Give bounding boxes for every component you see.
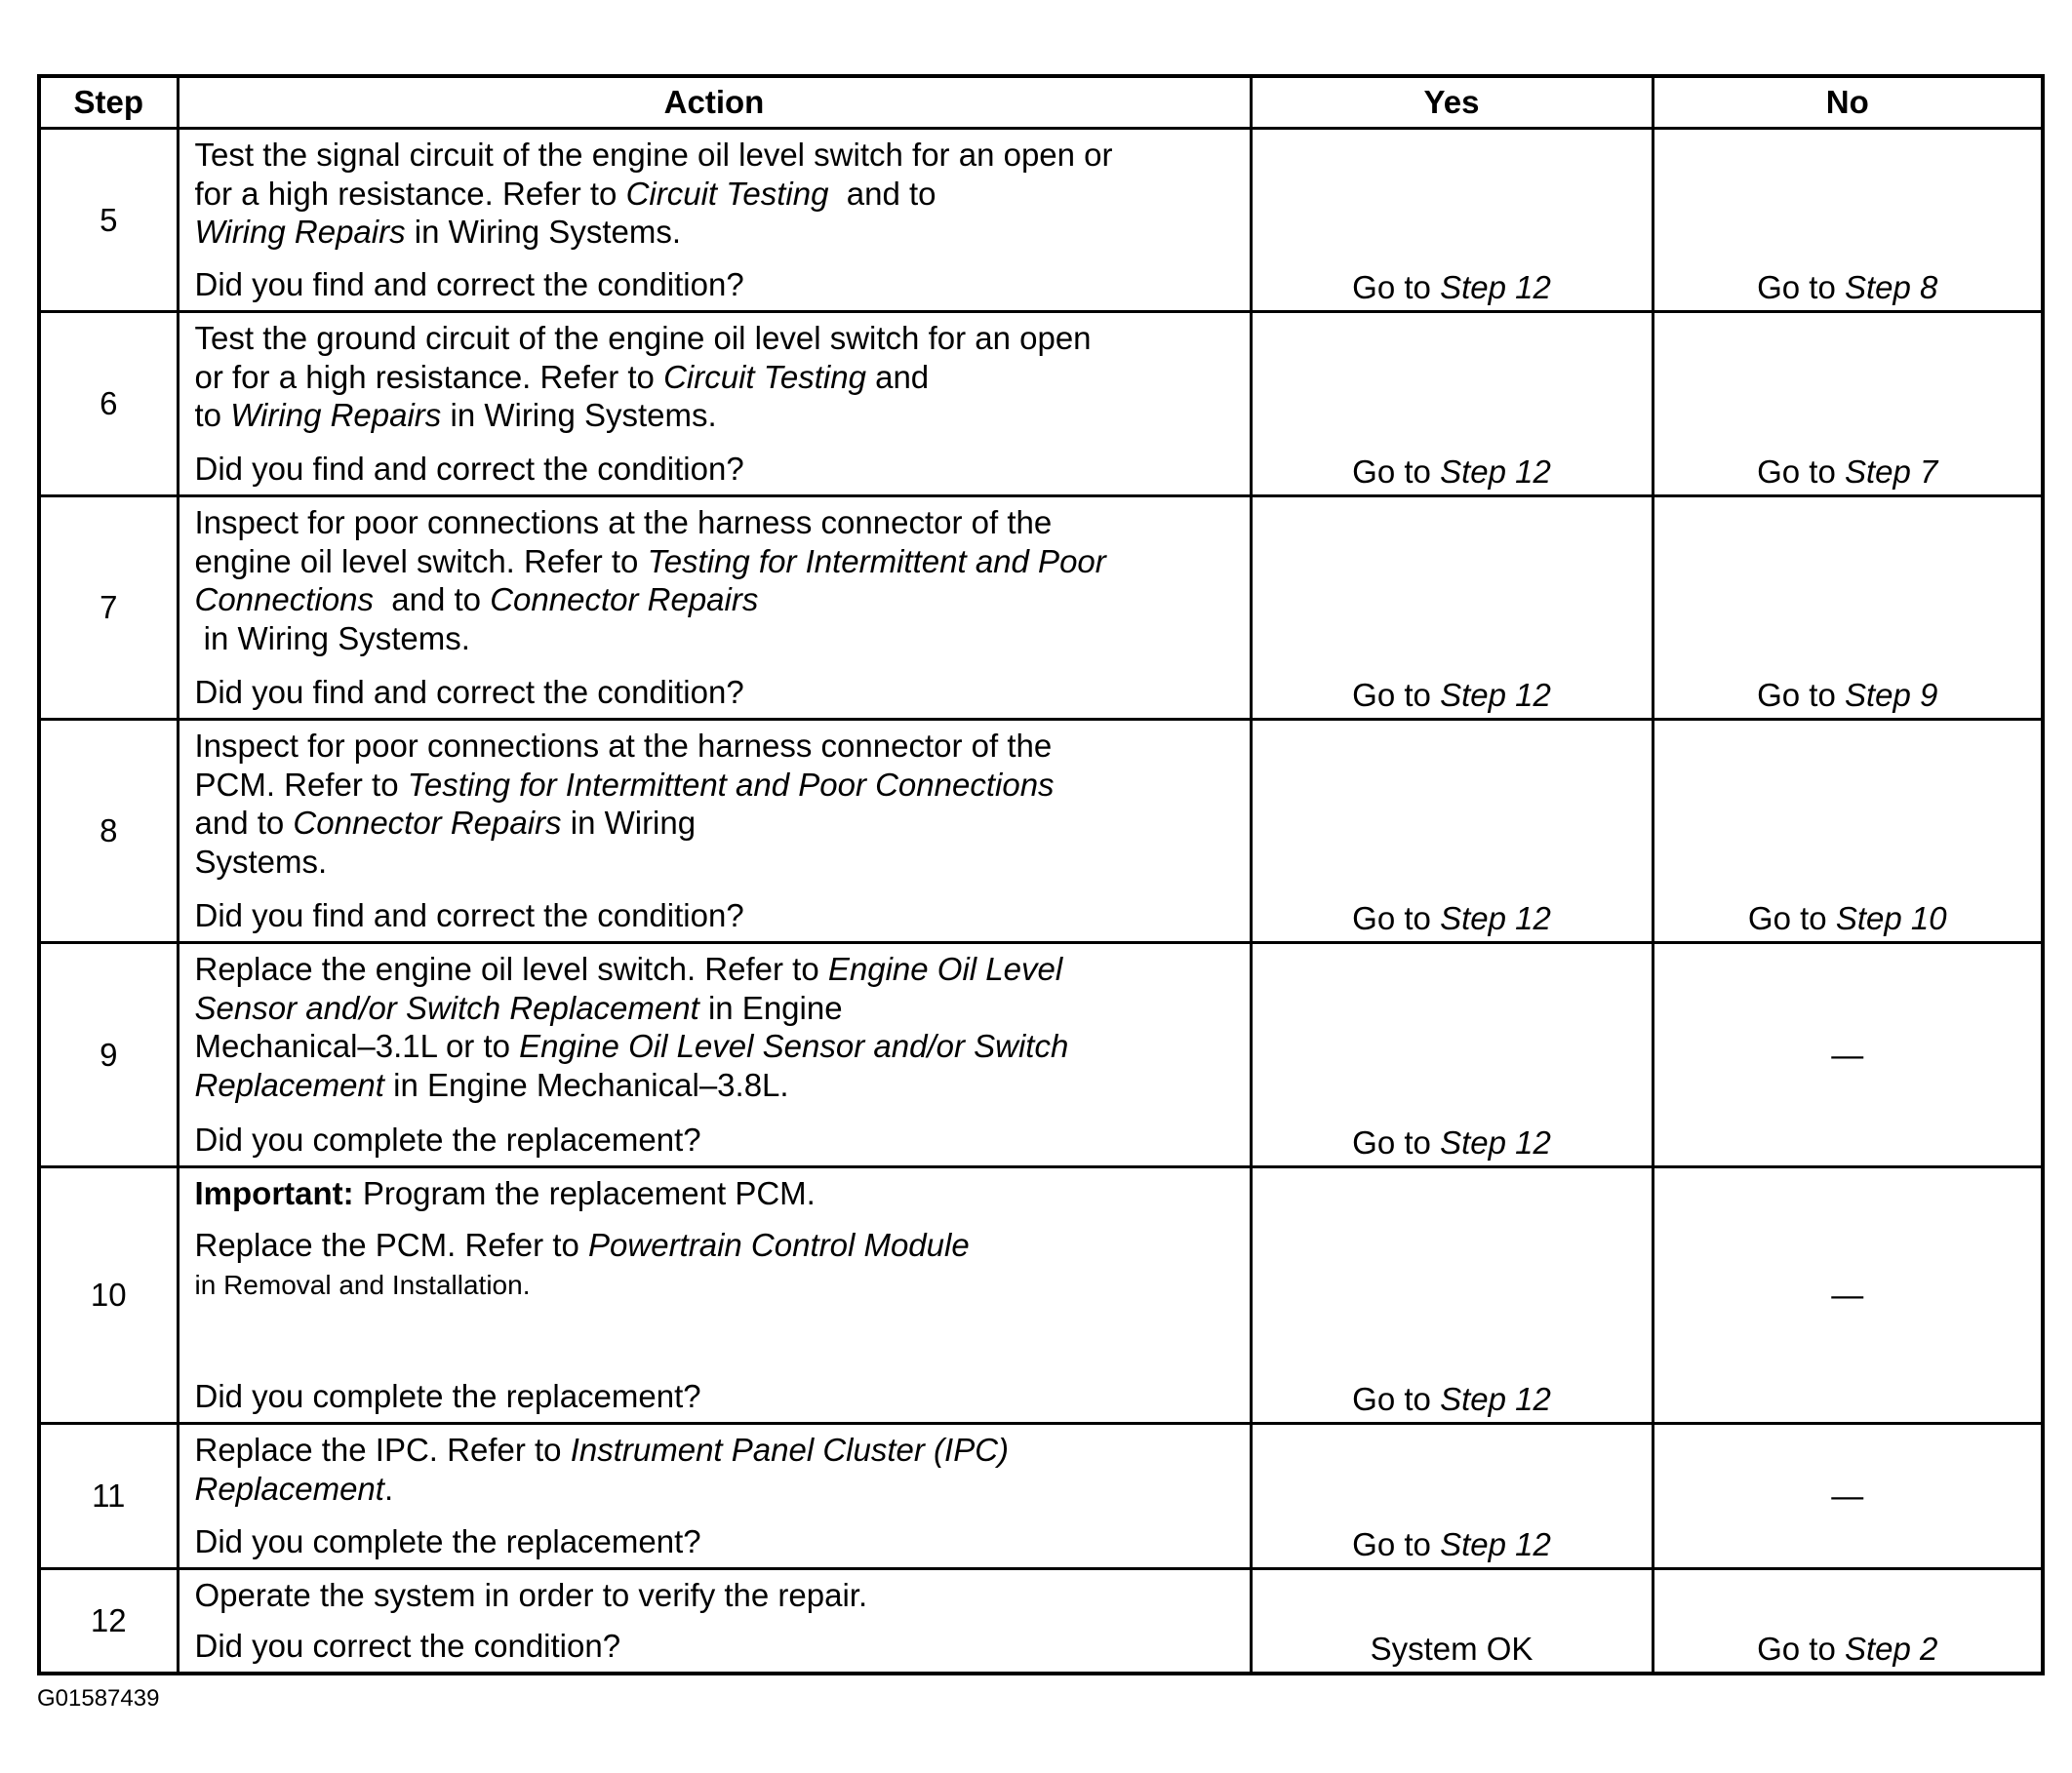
no-cell (1653, 720, 2043, 943)
table-body (39, 129, 2043, 1674)
header-yes: Yes (1251, 76, 1653, 129)
yes-result (1253, 676, 1652, 715)
yes-goto-prefix: Go to (1352, 1525, 1441, 1562)
yes-result (1253, 1525, 1652, 1564)
no-goto-step-link[interactable]: Step 2 (1844, 1630, 1938, 1667)
action-question: Did you find and correct the condition? (194, 265, 744, 302)
yes-goto-prefix: Go to (1352, 676, 1441, 713)
yes-cell (1251, 943, 1653, 1167)
yes-goto-prefix: Go to (1352, 899, 1441, 936)
yes-result (1253, 453, 1652, 492)
action-question: Did you complete the replacement? (194, 1377, 701, 1414)
action-instruction: Replace the engine oil level switch. Refer to Engine Oil Level Sensor and/or Switch Replacement in Engine Mechanical–3.1L or to Engine Oil Level Sensor and/or Switch Replacement in Engine Mechanical–3.8L. (194, 951, 1069, 1103)
action-cell (178, 1424, 1251, 1569)
header-action: Action (178, 76, 1251, 129)
yes-goto-step-link[interactable]: Step 12 (1440, 1380, 1551, 1417)
no-goto-prefix: Go to (1757, 453, 1845, 490)
action-instruction: Important: Program the replacement PCM. Replace the PCM. Refer to Powertrain Control Module in Removal and Installation. (194, 1175, 970, 1300)
table-row (39, 1569, 2043, 1674)
no-result-dash: — (1831, 1478, 1864, 1514)
header-no: No (1653, 76, 2043, 129)
yes-cell (1251, 1167, 1653, 1424)
step-number: 9 (39, 943, 178, 1167)
yes-goto-step-link[interactable]: Step 12 (1440, 1525, 1551, 1562)
action-question: Did you find and correct the condition? (194, 450, 744, 487)
yes-cell (1251, 312, 1653, 496)
no-cell (1653, 1424, 2043, 1569)
diagnostic-table (37, 74, 2045, 1675)
yes-result (1253, 1380, 1652, 1419)
action-instruction: Replace the IPC. Refer to Instrument Panel Cluster (IPC) Replacement. (194, 1432, 1010, 1507)
yes-result (1253, 1630, 1652, 1669)
step-number: 7 (39, 496, 178, 720)
no-result (1654, 268, 2042, 307)
no-cell (1653, 129, 2043, 312)
no-result-dash: — (1831, 1277, 1864, 1313)
table-row (39, 943, 2043, 1167)
action-cell (178, 1569, 1251, 1674)
no-goto-prefix: Go to (1757, 1630, 1845, 1667)
yes-goto-step-link[interactable]: Step 12 (1440, 453, 1551, 490)
no-goto-prefix: Go to (1757, 268, 1845, 305)
yes-result (1253, 899, 1652, 938)
yes-cell (1251, 496, 1653, 720)
yes-goto-step-link[interactable]: Step 12 (1440, 1123, 1551, 1161)
yes-cell (1251, 129, 1653, 312)
no-goto-step-link[interactable]: Step 9 (1844, 676, 1938, 713)
step-number: 10 (39, 1167, 178, 1424)
action-cell (178, 943, 1251, 1167)
yes-goto-prefix: Go to (1352, 1380, 1441, 1417)
action-instruction: Operate the system in order to verify the repair. (194, 1577, 868, 1613)
table-row (39, 496, 2043, 720)
action-instruction: Test the ground circuit of the engine oil level switch for an open or for a high resistance. Refer to Circuit Testing and to Wiring Repairs in Wiring Systems. (194, 320, 1092, 433)
no-goto-prefix: Go to (1757, 676, 1845, 713)
yes-result-text: System OK (1370, 1630, 1534, 1667)
yes-cell (1251, 1424, 1653, 1569)
yes-goto-prefix: Go to (1352, 453, 1441, 490)
action-question: Did you correct the condition? (194, 1627, 621, 1664)
yes-goto-step-link[interactable]: Step 12 (1440, 676, 1551, 713)
table-row (39, 129, 2043, 312)
step-number: 5 (39, 129, 178, 312)
yes-goto-prefix: Go to (1352, 268, 1441, 305)
yes-cell (1251, 1569, 1653, 1674)
no-result (1654, 676, 2042, 715)
table-row (39, 312, 2043, 496)
yes-goto-prefix: Go to (1352, 1123, 1441, 1161)
yes-result (1253, 1123, 1652, 1162)
header-row (39, 76, 2043, 129)
no-result (1654, 1630, 2042, 1669)
table-row (39, 720, 2043, 943)
no-cell (1653, 1569, 2043, 1674)
yes-result (1253, 268, 1652, 307)
no-cell (1653, 1167, 2043, 1424)
no-goto-step-link[interactable]: Step 8 (1844, 268, 1938, 305)
action-question: Did you complete the replacement? (194, 1121, 701, 1158)
action-cell (178, 312, 1251, 496)
no-cell (1653, 312, 2043, 496)
action-question: Did you find and correct the condition? (194, 673, 744, 710)
yes-cell (1251, 720, 1653, 943)
action-question: Did you complete the replacement? (194, 1522, 701, 1559)
action-instruction: Inspect for poor connections at the harness connector of the engine oil level switch. Refer to Testing for Intermittent and Poor Connections and to Connector Repairs in Wiring Systems. (194, 504, 1106, 656)
figure-id: G01587439 (37, 1685, 160, 1712)
no-cell (1653, 943, 2043, 1167)
action-cell (178, 1167, 1251, 1424)
action-question: Did you find and correct the condition? (194, 896, 744, 933)
no-result (1654, 899, 2042, 938)
action-cell (178, 129, 1251, 312)
no-goto-prefix: Go to (1747, 899, 1836, 936)
action-cell (178, 720, 1251, 943)
step-number: 6 (39, 312, 178, 496)
no-result-dash: — (1831, 1036, 1864, 1073)
no-goto-step-link[interactable]: Step 10 (1835, 899, 1947, 936)
yes-goto-step-link[interactable]: Step 12 (1440, 268, 1551, 305)
step-number: 12 (39, 1569, 178, 1674)
no-goto-step-link[interactable]: Step 7 (1844, 453, 1938, 490)
action-cell (178, 496, 1251, 720)
yes-goto-step-link[interactable]: Step 12 (1440, 899, 1551, 936)
no-result (1654, 453, 2042, 492)
step-number: 8 (39, 720, 178, 943)
action-instruction: Inspect for poor connections at the harness connector of the PCM. Refer to Testing for Intermittent and Poor Connections and to Connector Repairs in Wiring Systems. (194, 728, 1055, 880)
action-instruction: Test the signal circuit of the engine oil level switch for an open or for a high resistance. Refer to Circuit Testing and to Wiring Repairs in Wiring Systems. (194, 137, 1113, 250)
header-step: Step (39, 76, 178, 129)
step-number: 11 (39, 1424, 178, 1569)
no-cell (1653, 496, 2043, 720)
table-row (39, 1424, 2043, 1569)
table-row (39, 1167, 2043, 1424)
